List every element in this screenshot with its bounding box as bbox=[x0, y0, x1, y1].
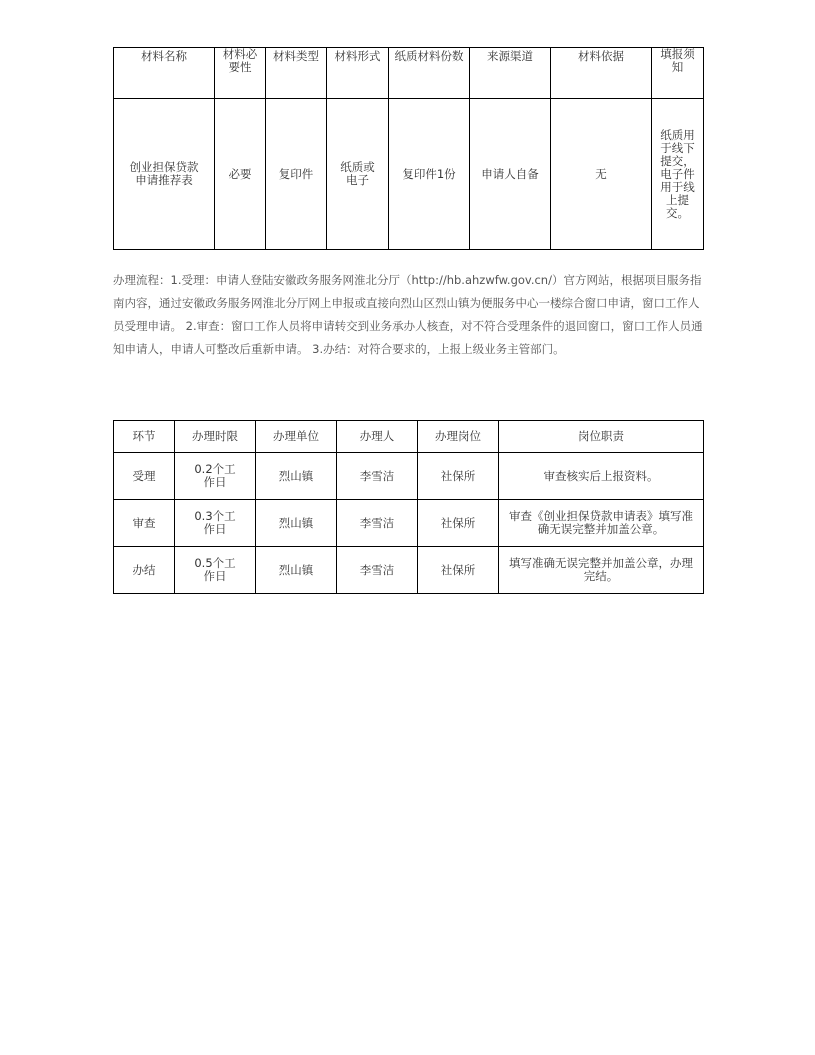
step-handler: 李雪洁 bbox=[337, 547, 418, 594]
step-time-limit: 0.2个工作日 bbox=[175, 453, 256, 500]
step-time-limit: 0.5个工作日 bbox=[175, 547, 256, 594]
step-name: 办结 bbox=[114, 547, 175, 594]
header-step: 环节 bbox=[114, 421, 175, 453]
material-source: 申请人自备 bbox=[470, 99, 551, 250]
header-notes: 填报须知 bbox=[652, 48, 704, 99]
material-paper-copies: 复印件1份 bbox=[389, 99, 470, 250]
step-duty: 审查核实后上报资料。 bbox=[499, 453, 704, 500]
header-post: 办理岗位 bbox=[418, 421, 499, 453]
header-source: 来源渠道 bbox=[470, 48, 551, 99]
header-material-type: 材料类型 bbox=[266, 48, 327, 99]
material-type: 复印件 bbox=[266, 99, 327, 250]
table-row bbox=[114, 453, 704, 500]
step-unit: 烈山镇 bbox=[256, 500, 337, 547]
material-notes: 纸质用于线下提交，电子件用于线上提交。 bbox=[652, 99, 704, 250]
step-post: 社保所 bbox=[418, 453, 499, 500]
step-unit: 烈山镇 bbox=[256, 547, 337, 594]
header-material-necessity: 材料必要性 bbox=[215, 48, 266, 99]
steps-table bbox=[113, 420, 704, 594]
header-material-name: 材料名称 bbox=[114, 48, 215, 99]
header-unit: 办理单位 bbox=[256, 421, 337, 453]
material-form: 纸质或电子 bbox=[327, 99, 389, 250]
header-material-form: 材料形式 bbox=[327, 48, 389, 99]
step-time-limit: 0.3个工作日 bbox=[175, 500, 256, 547]
table-row bbox=[114, 99, 704, 250]
header-time-limit: 办理时限 bbox=[175, 421, 256, 453]
header-paper-copies: 纸质材料份数 bbox=[389, 48, 470, 99]
header-basis: 材料依据 bbox=[551, 48, 652, 99]
step-name: 审查 bbox=[114, 500, 175, 547]
table-row bbox=[114, 500, 704, 547]
steps-header-row bbox=[114, 421, 704, 453]
material-basis: 无 bbox=[551, 99, 652, 250]
header-handler: 办理人 bbox=[337, 421, 418, 453]
material-name: 创业担保贷款申请推荐表 bbox=[114, 99, 215, 250]
step-unit: 烈山镇 bbox=[256, 453, 337, 500]
step-post: 社保所 bbox=[418, 500, 499, 547]
step-post: 社保所 bbox=[418, 547, 499, 594]
table-row bbox=[114, 547, 704, 594]
header-duty: 岗位职责 bbox=[499, 421, 704, 453]
process-description: 办理流程：1.受理：申请人登陆安徽政务服务网淮北分厅（http://hb.ahzwfw.gov.cn/）官方网站，根据项目服务指南内容，通过安徽政务服务网淮北分厅网上申报或直接向烈山区烈山镇为便服务中心一楼综合窗口申请，窗口工作人员受理申请。 2.审查：窗口工作人员将申请转交到业务承办人核查，对不符合受理条件的退回窗口，窗口工作人员通知申请人，申请人可整改后重新申请。 3.办结：对符合要求的，上报上级业务主管部门。 bbox=[113, 273, 703, 356]
step-name: 受理 bbox=[114, 453, 175, 500]
step-duty: 审查《创业担保贷款申请表》填写准确无误完整并加盖公章。 bbox=[499, 500, 704, 547]
materials-table bbox=[113, 47, 704, 250]
materials-header-row bbox=[114, 48, 704, 99]
step-handler: 李雪洁 bbox=[337, 500, 418, 547]
material-necessity: 必要 bbox=[215, 99, 266, 250]
step-handler: 李雪洁 bbox=[337, 453, 418, 500]
step-duty: 填写准确无误完整并加盖公章，办理完结。 bbox=[499, 547, 704, 594]
